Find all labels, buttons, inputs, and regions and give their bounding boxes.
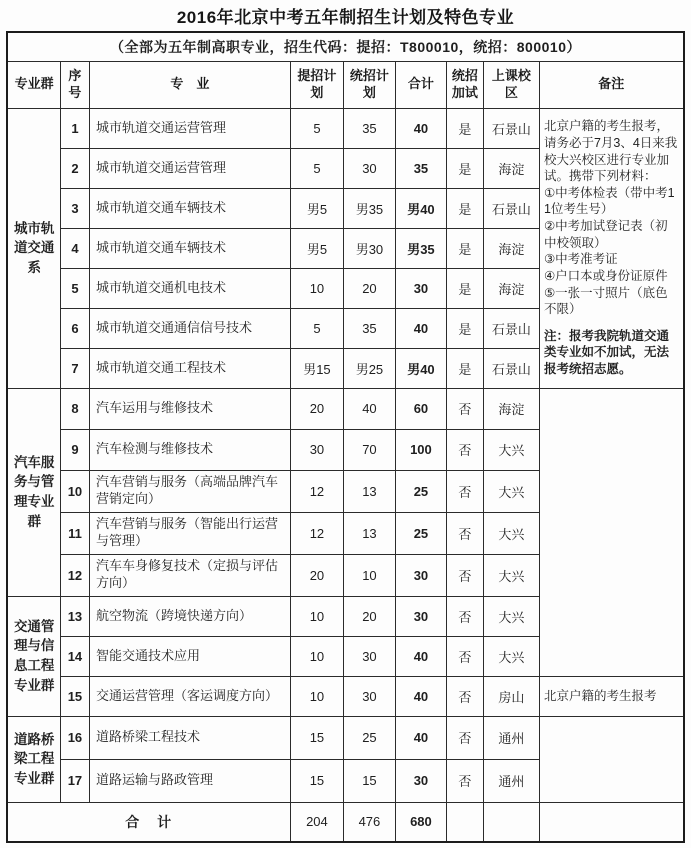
remark-line: ②中考加试登记表（初中校领取） xyxy=(543,219,668,250)
tizhao-value: 5 xyxy=(290,308,343,348)
tongzhao-value: 35 xyxy=(343,108,395,148)
table-subtitle: （全部为五年制高职专业，招生代码：提招：T800010，统招：800010） xyxy=(7,32,683,61)
tizhao-value: 20 xyxy=(290,554,343,596)
tizhao-value: 10 xyxy=(290,636,343,676)
tizhao-value: 12 xyxy=(290,470,343,512)
enrollment-plan-table xyxy=(6,31,684,843)
tizhao-value: 10 xyxy=(290,268,343,308)
subtitle-row xyxy=(7,32,683,61)
major-name: 汽车检测与维修技术 xyxy=(89,429,290,470)
row-no: 9 xyxy=(60,429,89,470)
total-value: 40 xyxy=(395,108,446,148)
group-cell-road-bridge: 道路桥梁工程专业群 xyxy=(7,716,60,802)
table-row xyxy=(7,716,683,759)
remark-line: 北京户籍的考生报考，请务必于7月3、4日来我校大兴校区进行专业加试。携带下列材料： xyxy=(543,119,678,184)
total-tizhao: 204 xyxy=(290,802,343,842)
campus-value: 石景山 xyxy=(483,308,539,348)
major-name: 城市轨道交通运营管理 xyxy=(89,108,290,148)
row-no: 10 xyxy=(60,470,89,512)
jiashi-flag: 否 xyxy=(446,554,483,596)
major-name: 汽车车身修复技术（定损与评估方向） xyxy=(89,554,290,596)
row-no: 6 xyxy=(60,308,89,348)
tizhao-value: 30 xyxy=(290,429,343,470)
total-value: 男35 xyxy=(395,228,446,268)
total-campus-empty xyxy=(483,802,539,842)
row-no: 5 xyxy=(60,268,89,308)
table-row xyxy=(7,676,683,716)
group-cell-traffic-info: 交通管理与信息工程专业群 xyxy=(7,596,60,716)
row-no: 3 xyxy=(60,188,89,228)
tizhao-value: 15 xyxy=(290,716,343,759)
total-value: 40 xyxy=(395,308,446,348)
tongzhao-value: 男35 xyxy=(343,188,395,228)
major-name: 城市轨道交通车辆技术 xyxy=(89,228,290,268)
jiashi-flag: 否 xyxy=(446,716,483,759)
total-value: 30 xyxy=(395,268,446,308)
tongzhao-value: 25 xyxy=(343,716,395,759)
tizhao-value: 15 xyxy=(290,759,343,802)
row-no: 12 xyxy=(60,554,89,596)
header-total: 合计 xyxy=(395,61,446,108)
campus-value: 大兴 xyxy=(483,429,539,470)
tongzhao-value: 40 xyxy=(343,388,395,429)
header-jiashi: 统招加试 xyxy=(446,61,483,108)
row-no: 15 xyxy=(60,676,89,716)
campus-value: 海淀 xyxy=(483,148,539,188)
campus-value: 房山 xyxy=(483,676,539,716)
tizhao-value: 12 xyxy=(290,512,343,554)
jiashi-flag: 否 xyxy=(446,512,483,554)
tongzhao-value: 35 xyxy=(343,308,395,348)
remark-line: ④户口本或身份证原件 xyxy=(543,268,668,283)
jiashi-flag: 是 xyxy=(446,188,483,228)
campus-value: 大兴 xyxy=(483,554,539,596)
campus-value: 海淀 xyxy=(483,388,539,429)
remark-cell-empty-mid xyxy=(539,388,683,676)
header-major: 专 业 xyxy=(89,61,290,108)
row-no: 13 xyxy=(60,596,89,636)
campus-value: 石景山 xyxy=(483,348,539,388)
jiashi-flag: 否 xyxy=(446,470,483,512)
tongzhao-value: 男30 xyxy=(343,228,395,268)
row-no: 16 xyxy=(60,716,89,759)
total-value: 40 xyxy=(395,716,446,759)
tongzhao-value: 20 xyxy=(343,596,395,636)
tongzhao-value: 30 xyxy=(343,148,395,188)
total-value: 男40 xyxy=(395,348,446,388)
tongzhao-value: 13 xyxy=(343,512,395,554)
total-value: 40 xyxy=(395,676,446,716)
major-name: 城市轨道交通通信信号技术 xyxy=(89,308,290,348)
tizhao-value: 男5 xyxy=(290,188,343,228)
jiashi-flag: 否 xyxy=(446,676,483,716)
tongzhao-value: 70 xyxy=(343,429,395,470)
campus-value: 石景山 xyxy=(483,188,539,228)
row-no: 11 xyxy=(60,512,89,554)
tongzhao-value: 30 xyxy=(343,676,395,716)
row-no: 14 xyxy=(60,636,89,676)
total-jiashi-empty xyxy=(446,802,483,842)
tongzhao-value: 15 xyxy=(343,759,395,802)
jiashi-flag: 否 xyxy=(446,759,483,802)
major-name: 智能交通技术应用 xyxy=(89,636,290,676)
major-name: 汽车营销与服务（智能出行运营与管理） xyxy=(89,512,290,554)
campus-value: 通州 xyxy=(483,716,539,759)
jiashi-flag: 是 xyxy=(446,228,483,268)
tongzhao-value: 20 xyxy=(343,268,395,308)
major-name: 城市轨道交通工程技术 xyxy=(89,348,290,388)
row-no: 2 xyxy=(60,148,89,188)
tizhao-value: 10 xyxy=(290,596,343,636)
campus-value: 大兴 xyxy=(483,596,539,636)
tizhao-value: 男5 xyxy=(290,228,343,268)
remark-note: 注：报考我院轨道交通类专业如不加试，无法报考统招志愿。 xyxy=(543,328,669,377)
tizhao-value: 5 xyxy=(290,148,343,188)
tizhao-value: 男15 xyxy=(290,348,343,388)
remark-line: ①中考体检表（带中考11位考生号） xyxy=(543,185,675,217)
header-no: 序号 xyxy=(60,61,89,108)
header-remark: 备注 xyxy=(539,61,683,108)
major-name: 城市轨道交通车辆技术 xyxy=(89,188,290,228)
tongzhao-value: 男25 xyxy=(343,348,395,388)
total-value: 35 xyxy=(395,148,446,188)
tizhao-value: 5 xyxy=(290,108,343,148)
tizhao-value: 10 xyxy=(290,676,343,716)
major-name: 道路桥梁工程技术 xyxy=(89,716,290,759)
campus-value: 海淀 xyxy=(483,228,539,268)
major-name: 道路运输与路政管理 xyxy=(89,759,290,802)
row-no: 1 xyxy=(60,108,89,148)
row-no: 4 xyxy=(60,228,89,268)
major-name: 城市轨道交通运营管理 xyxy=(89,148,290,188)
major-name: 城市轨道交通机电技术 xyxy=(89,268,290,308)
total-value: 30 xyxy=(395,554,446,596)
major-name: 汽车营销与服务（高端品牌汽车营销定向） xyxy=(89,470,290,512)
campus-value: 通州 xyxy=(483,759,539,802)
total-row xyxy=(7,802,683,842)
total-remark-empty xyxy=(539,802,683,842)
jiashi-flag: 否 xyxy=(446,636,483,676)
campus-value: 石景山 xyxy=(483,108,539,148)
campus-value: 大兴 xyxy=(483,636,539,676)
total-value: 男40 xyxy=(395,188,446,228)
header-tizhao: 提招计划 xyxy=(290,61,343,108)
total-value: 40 xyxy=(395,636,446,676)
tongzhao-value: 30 xyxy=(343,636,395,676)
row-no: 17 xyxy=(60,759,89,802)
jiashi-flag: 是 xyxy=(446,268,483,308)
total-overall: 680 xyxy=(395,802,446,842)
major-name: 交通运营管理（客运调度方向） xyxy=(89,676,290,716)
jiashi-flag: 否 xyxy=(446,429,483,470)
group-cell-auto-service: 汽车服务与管理专业群 xyxy=(7,388,60,596)
total-value: 25 xyxy=(395,470,446,512)
tongzhao-value: 13 xyxy=(343,470,395,512)
jiashi-flag: 是 xyxy=(446,348,483,388)
campus-value: 大兴 xyxy=(483,512,539,554)
row-no: 8 xyxy=(60,388,89,429)
major-name: 航空物流（跨境快递方向） xyxy=(89,596,290,636)
campus-value: 海淀 xyxy=(483,268,539,308)
header-group: 专业群 xyxy=(7,61,60,108)
header-campus: 上课校区 xyxy=(483,61,539,108)
jiashi-flag: 是 xyxy=(446,308,483,348)
jiashi-flag: 是 xyxy=(446,108,483,148)
jiashi-flag: 是 xyxy=(446,148,483,188)
campus-value: 大兴 xyxy=(483,470,539,512)
remark-cell-rail xyxy=(539,108,683,388)
jiashi-flag: 否 xyxy=(446,596,483,636)
major-name: 汽车运用与维修技术 xyxy=(89,388,290,429)
remark-cell-empty-bottom xyxy=(539,716,683,802)
total-value: 30 xyxy=(395,596,446,636)
table-row xyxy=(7,108,683,148)
tongzhao-value: 10 xyxy=(343,554,395,596)
remark-cell-beijing-hukou: 北京户籍的考生报考 xyxy=(539,676,683,716)
total-tongzhao: 476 xyxy=(343,802,395,842)
header-tongzhao: 统招计划 xyxy=(343,61,395,108)
remark-line: ③中考准考证 xyxy=(543,252,618,267)
total-value: 100 xyxy=(395,429,446,470)
table-row xyxy=(7,388,683,429)
total-value: 30 xyxy=(395,759,446,802)
page-title: 2016年北京中考五年制招生计划及特色专业 xyxy=(176,8,515,27)
total-value: 60 xyxy=(395,388,446,429)
jiashi-flag: 否 xyxy=(446,388,483,429)
group-cell-rail-transit: 城市轨道交通系 xyxy=(7,108,60,388)
remark-line: ⑤一张一寸照片（底色不限） xyxy=(543,285,668,317)
total-row-label: 合 计 xyxy=(7,802,290,842)
row-no: 7 xyxy=(60,348,89,388)
header-row xyxy=(7,61,683,108)
total-value: 25 xyxy=(395,512,446,554)
tizhao-value: 20 xyxy=(290,388,343,429)
